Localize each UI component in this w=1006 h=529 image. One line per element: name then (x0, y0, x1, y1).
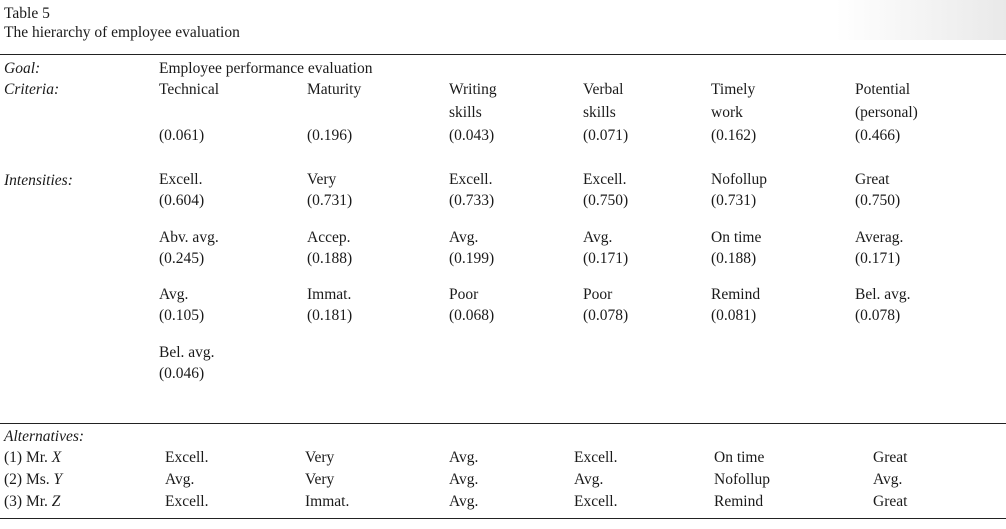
alternative-prefix: (2) Ms. (4, 471, 50, 488)
mid-rule (0, 423, 1006, 424)
table-number: Table 5 (4, 5, 50, 22)
intensities-label: Intensities: (4, 172, 73, 189)
intensity-value: (0.731) (307, 192, 353, 209)
intensity-value: (0.078) (583, 307, 629, 324)
intensity-value: (0.750) (583, 192, 629, 209)
criterion-name-line2: skills (583, 104, 616, 121)
intensity-name: On time (711, 229, 762, 246)
criterion-name-line2: (personal) (855, 104, 918, 121)
intensity-name: Bel. avg. (855, 286, 911, 303)
goal-value: Employee performance evaluation (159, 60, 373, 77)
criterion-name-line2: skills (449, 104, 482, 121)
alternative-rating: Avg. (574, 471, 604, 488)
intensity-value: (0.171) (855, 250, 901, 267)
alternative-prefix: (3) Mr. (4, 493, 48, 510)
scan-shadow (836, 0, 1006, 40)
intensity-name: Nofollup (711, 171, 767, 188)
alternative-label (4, 494, 60, 510)
alternative-prefix: (1) Mr. (4, 449, 48, 466)
intensity-value: (0.188) (711, 250, 757, 267)
intensity-name: Averag. (855, 229, 904, 246)
intensity-value: (0.068) (449, 307, 495, 324)
intensity-name: Excell. (583, 171, 627, 188)
alternative-rating: Very (305, 471, 335, 488)
intensity-value: (0.750) (855, 192, 901, 209)
bottom-rule (0, 518, 1006, 519)
alternative-rating: Great (873, 493, 908, 510)
alternative-rating: Avg. (449, 471, 479, 488)
intensity-name: Remind (711, 286, 761, 303)
criterion-name: Writing (449, 81, 497, 98)
alternative-rating: Avg. (449, 449, 479, 466)
intensity-value: (0.181) (307, 307, 353, 324)
intensity-name: Avg. (159, 286, 189, 303)
intensity-value: (0.245) (159, 250, 205, 267)
goal-label: Goal: (4, 60, 41, 77)
intensity-name: Great (855, 171, 890, 188)
intensity-value: (0.731) (711, 192, 757, 209)
alternative-rating: Immat. (305, 493, 350, 510)
criterion-name: Maturity (307, 81, 362, 98)
alternative-rating: Very (305, 449, 335, 466)
criterion-name: Potential (855, 81, 911, 98)
intensity-value: (0.188) (307, 250, 353, 267)
criterion-weight: (0.162) (711, 127, 757, 144)
intensity-name: Bel. avg. (159, 344, 215, 361)
alternative-label (4, 450, 61, 466)
intensity-name: Excell. (159, 171, 203, 188)
intensity-value: (0.604) (159, 192, 205, 209)
alternatives-label: Alternatives: (4, 428, 85, 445)
intensity-name: Avg. (449, 229, 479, 246)
alternative-letter: Y (53, 471, 63, 488)
alternative-rating: Remind (714, 493, 764, 510)
alternative-rating: Nofollup (714, 471, 770, 488)
alternative-rating: Avg. (449, 493, 479, 510)
criterion-weight: (0.071) (583, 127, 629, 144)
intensity-name: Immat. (307, 286, 352, 303)
alternative-rating: Excell. (574, 449, 618, 466)
alternative-letter: X (51, 449, 62, 466)
table-caption: The hierarchy of employee evaluation (4, 24, 240, 41)
criterion-weight: (0.466) (855, 127, 901, 144)
criterion-name: Timely (711, 81, 756, 98)
alternative-rating: Excell. (574, 493, 618, 510)
intensity-value: (0.081) (711, 307, 757, 324)
intensity-name: Excell. (449, 171, 493, 188)
alternative-rating: On time (714, 449, 765, 466)
criterion-name: Technical (159, 81, 220, 98)
alternative-rating: Great (873, 449, 908, 466)
intensity-value: (0.078) (855, 307, 901, 324)
intensity-value: (0.046) (159, 365, 205, 382)
intensity-value: (0.105) (159, 307, 205, 324)
alternative-rating: Avg. (873, 471, 903, 488)
alternative-rating: Excell. (165, 449, 209, 466)
intensity-value: (0.733) (449, 192, 495, 209)
intensity-value: (0.199) (449, 250, 495, 267)
intensity-value: (0.171) (583, 250, 629, 267)
alternative-letter: Z (51, 493, 61, 510)
criteria-label: Criteria: (4, 81, 60, 98)
criterion-name-line2: work (711, 104, 743, 121)
criterion-name: Verbal (583, 81, 624, 98)
criterion-weight: (0.196) (307, 127, 353, 144)
intensity-name: Abv. avg. (159, 229, 219, 246)
criterion-weight: (0.043) (449, 127, 495, 144)
intensity-name: Poor (583, 286, 613, 303)
alternative-rating: Excell. (165, 493, 209, 510)
criterion-weight: (0.061) (159, 127, 205, 144)
alternative-rating: Avg. (165, 471, 195, 488)
intensity-name: Poor (449, 286, 479, 303)
intensity-name: Avg. (583, 229, 613, 246)
alternative-label (4, 472, 62, 488)
top-rule (0, 54, 1006, 55)
intensity-name: Accep. (307, 229, 351, 246)
intensity-name: Very (307, 171, 337, 188)
